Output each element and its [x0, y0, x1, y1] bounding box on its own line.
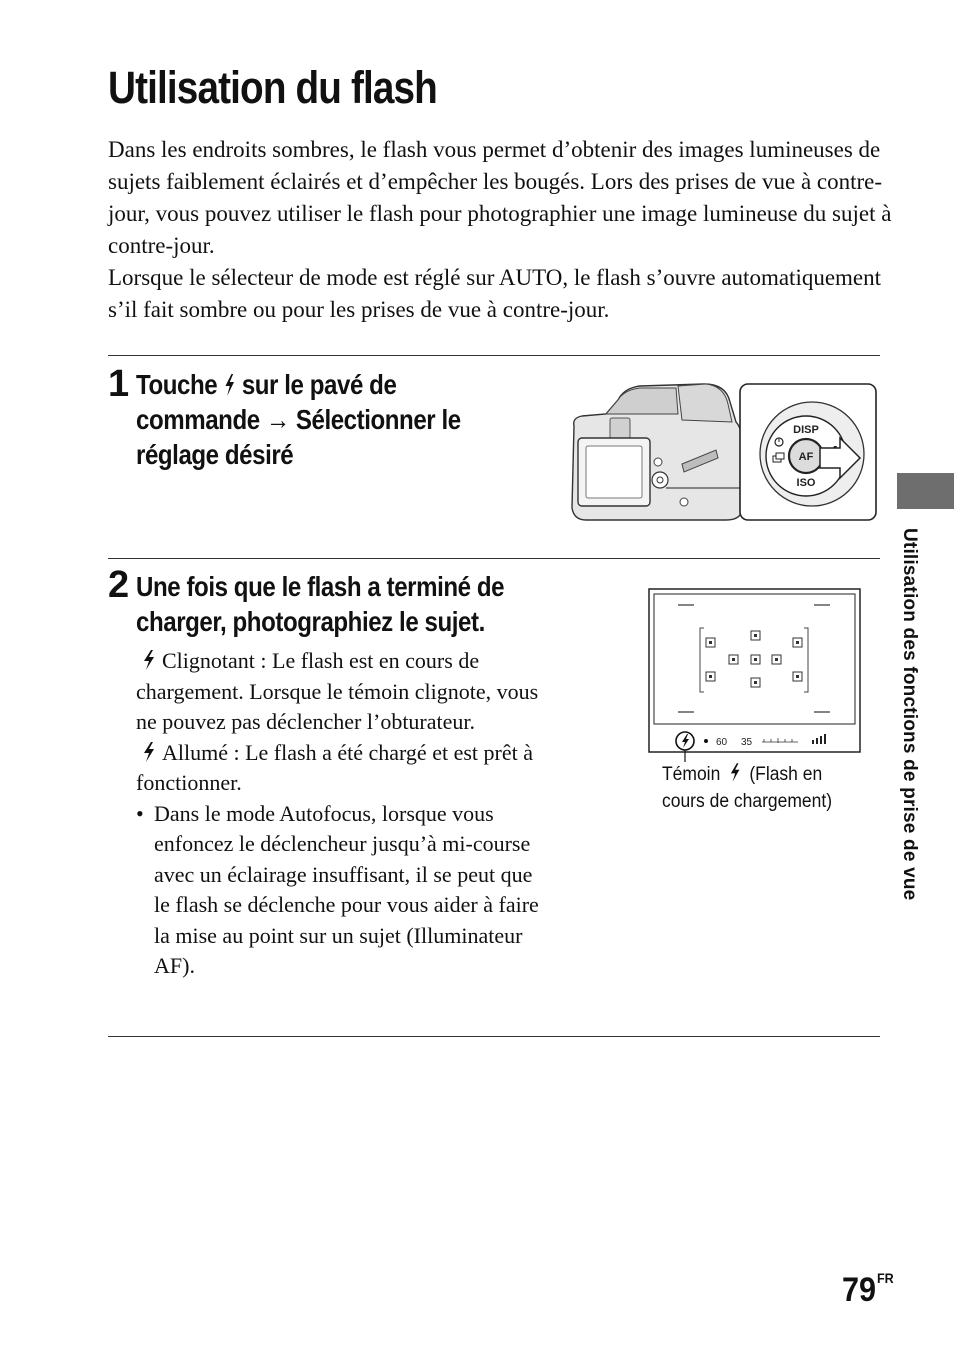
page-number — [842, 1270, 894, 1310]
bullet-dot: • — [136, 800, 144, 826]
lit-paragraph — [136, 738, 546, 799]
camera-illustration — [566, 378, 880, 526]
divider-bottom — [108, 1036, 880, 1037]
blinking-paragraph — [136, 646, 546, 738]
intro-text — [108, 134, 898, 326]
step-2-number: 2 — [108, 564, 130, 606]
page-number-value: 79 — [842, 1271, 877, 1309]
step-1-text-a: Touche — [136, 369, 218, 400]
step-1-text-e: réglage désiré — [136, 439, 294, 470]
page-language-code: FR — [876, 1270, 894, 1286]
step-2-line-1: Une fois que le flash a terminé de — [136, 571, 505, 602]
lit-text: Allumé : Le flash a été chargé et est prêt à fonctionner. — [136, 739, 533, 795]
shutter-speed-readout: 60 — [716, 737, 728, 748]
flash-icon — [729, 763, 741, 782]
af-bullet-text: Dans le mode Autofocus, lorsque vous enfoncez le déclencheur jusqu’à mi-course avec un éclairage insuffisant, il se peut que le flash se déclenche pour vous aider à faire la mise au point sur un sujet (Illuminateur AF). — [154, 800, 539, 978]
intro-paragraph-1: Dans les endroits sombres, le flash vous permet d’obtenir des images lumineuses de sujets faiblement éclairés et d’empêcher les bougés. Lors des prises de vue à contre-jour, vous pouvez utiliser le flash pour photographier une image lumineuse du sujet à contre-jour. — [108, 137, 892, 258]
aperture-readout: 35 — [741, 737, 753, 748]
pad-iso-label: ISO — [796, 477, 816, 489]
viewfinder-caption — [662, 761, 860, 815]
blinking-text: Clignotant : Le flash est en cours de chargement. Lorsque le témoin clignote, vous ne pouvez pas déclencher l’obturateur. — [136, 648, 539, 734]
step-2-line-2: charger, photographiez le sujet. — [136, 606, 485, 637]
flash-icon — [142, 742, 156, 762]
step-2-body — [136, 646, 546, 982]
step-1-text-c: commande — [136, 404, 260, 435]
step-1-heading — [136, 367, 549, 472]
section-tab — [897, 473, 954, 509]
flash-icon — [224, 374, 236, 396]
step-2-heading — [136, 569, 557, 639]
section-label: Utilisation des fonctions de prise de vue — [899, 528, 920, 901]
intro-paragraph-2: Lorsque le sélecteur de mode est réglé sur AUTO, le flash s’ouvre automatiquement s’il fait sombre ou pour les prises de vue à contre-jour. — [108, 265, 882, 322]
caption-text-a: Témoin — [662, 764, 721, 785]
divider-top — [108, 355, 880, 356]
step-1-number: 1 — [108, 363, 130, 405]
page-title: Utilisation du flash — [108, 62, 437, 113]
af-bullet — [136, 799, 546, 982]
divider-middle — [108, 558, 880, 559]
viewfinder-illustration — [648, 588, 862, 762]
arrow-right-icon: → — [265, 404, 290, 435]
pad-disp-label: DISP — [793, 424, 819, 436]
step-1-text-d: Sélectionner le — [295, 404, 461, 435]
pad-af-label: AF — [798, 451, 814, 463]
flash-icon — [142, 650, 156, 670]
caption-text-b: (Flash en cours de chargement) — [662, 764, 833, 812]
step-1-text-b: sur le pavé de — [241, 369, 397, 400]
